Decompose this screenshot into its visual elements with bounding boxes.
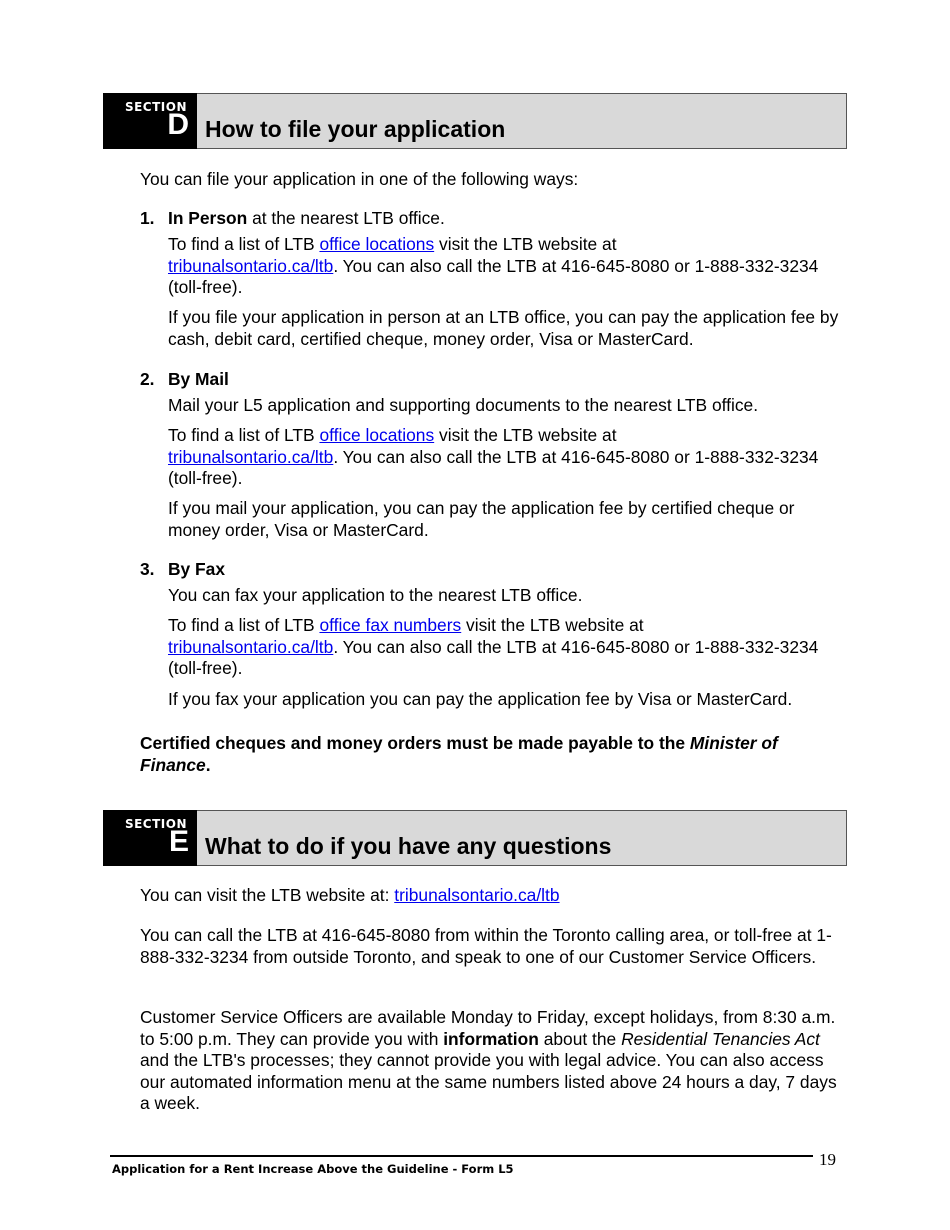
item-3-title: By Fax: [168, 559, 226, 579]
item-3-find-paragraph: To find a list of LTB office fax numbers visit the LTB website at tribunalsontario.ca/ltb. You can also call the LTB at 416-645-8080 or 1-888-332-3234 (toll-free).: [168, 615, 819, 678]
call-paragraph: You can call the LTB at 416-645-8080 from within the Toronto calling area, or toll-free at 1-888-332-3234 from outside Toronto, and speak to one of our Customer Service Officers.: [140, 925, 832, 967]
section-d-header: [103, 93, 847, 149]
item-2-title: By Mail: [168, 369, 229, 389]
office-fax-numbers-link[interactable]: office fax numbers: [319, 615, 462, 635]
section-d-word: SECTION: [124, 100, 187, 114]
item-1-heading: [168, 208, 445, 230]
item-3-fax-line: You can fax your application to the nearest LTB office.: [168, 585, 583, 605]
item-3-number: 3.: [140, 559, 155, 579]
section-e-tab: [103, 810, 197, 866]
item-1-fee-paragraph: If you file your application in person at an LTB office, you can pay the application fee by cash, debit card, certified cheque, money order, Visa or MasterCard.: [168, 307, 839, 349]
item-3-heading: [168, 559, 225, 581]
intro-text: You can file your application in one of the following ways:: [140, 169, 579, 189]
section-d-letter: D: [167, 108, 189, 141]
item-2-heading: [168, 369, 229, 391]
item-1-number: 1.: [140, 208, 155, 228]
visit-website-paragraph: You can visit the LTB website at: tribunalsontario.ca/ltb: [140, 885, 560, 905]
item-1-subtitle: at the nearest LTB office.: [247, 208, 445, 228]
ltb-website-link[interactable]: tribunalsontario.ca/ltb: [168, 636, 334, 657]
ltb-website-link[interactable]: tribunalsontario.ca/ltb: [168, 446, 334, 467]
item-1-title: In Person: [168, 208, 248, 228]
office-locations-link[interactable]: office locations: [319, 234, 435, 254]
footer-form-title: Application for a Rent Increase Above the Guideline - Form L5: [112, 1162, 514, 1176]
item-1-find-paragraph: To find a list of LTB office locations visit the LTB website at tribunalsontario.ca/ltb. You can also call the LTB at 416-645-8080 or 1-888-332-3234 (toll-free).: [168, 234, 819, 297]
page-number: 19: [819, 1150, 836, 1169]
section-e-letter: E: [168, 825, 189, 858]
footer-rule: [110, 1155, 813, 1157]
section-e-header: [103, 810, 847, 866]
item-2-number: 2.: [140, 369, 155, 389]
officers-paragraph: Customer Service Officers are available Monday to Friday, except holidays, from 8:30 a.m. to 5:00 p.m. They can provide you with information about the Residential Tenancies Act and the LTB's processes; they cannot provide you with legal advice. You can also access our automated information menu at the same numbers listed above 24 hours a day, 7 days a week.: [140, 1007, 837, 1113]
section-d-tab: [103, 93, 197, 149]
section-e-title: What to do if you have any questions: [205, 833, 612, 859]
office-locations-link[interactable]: office locations: [319, 425, 435, 445]
ltb-website-link[interactable]: tribunalsontario.ca/ltb: [168, 255, 334, 276]
section-d-title: How to file your application: [205, 116, 506, 142]
ltb-website-link[interactable]: tribunalsontario.ca/ltb: [394, 885, 560, 905]
section-e-word: SECTION: [124, 817, 187, 831]
item-2-mail-line: Mail your L5 application and supporting documents to the nearest LTB office.: [168, 395, 759, 415]
item-3-fee-paragraph: If you fax your application you can pay the application fee by Visa or MasterCard.: [168, 689, 793, 709]
item-2-fee-paragraph: If you mail your application, you can pay the application fee by certified cheque or money order, Visa or MasterCard.: [168, 498, 795, 540]
item-2-find-paragraph: To find a list of LTB office locations visit the LTB website at tribunalsontario.ca/ltb. You can also call the LTB at 416-645-8080 or 1-888-332-3234 (toll-free).: [168, 425, 819, 488]
payable-note: Certified cheques and money orders must be made payable to the Minister of Finance.: [140, 733, 778, 775]
